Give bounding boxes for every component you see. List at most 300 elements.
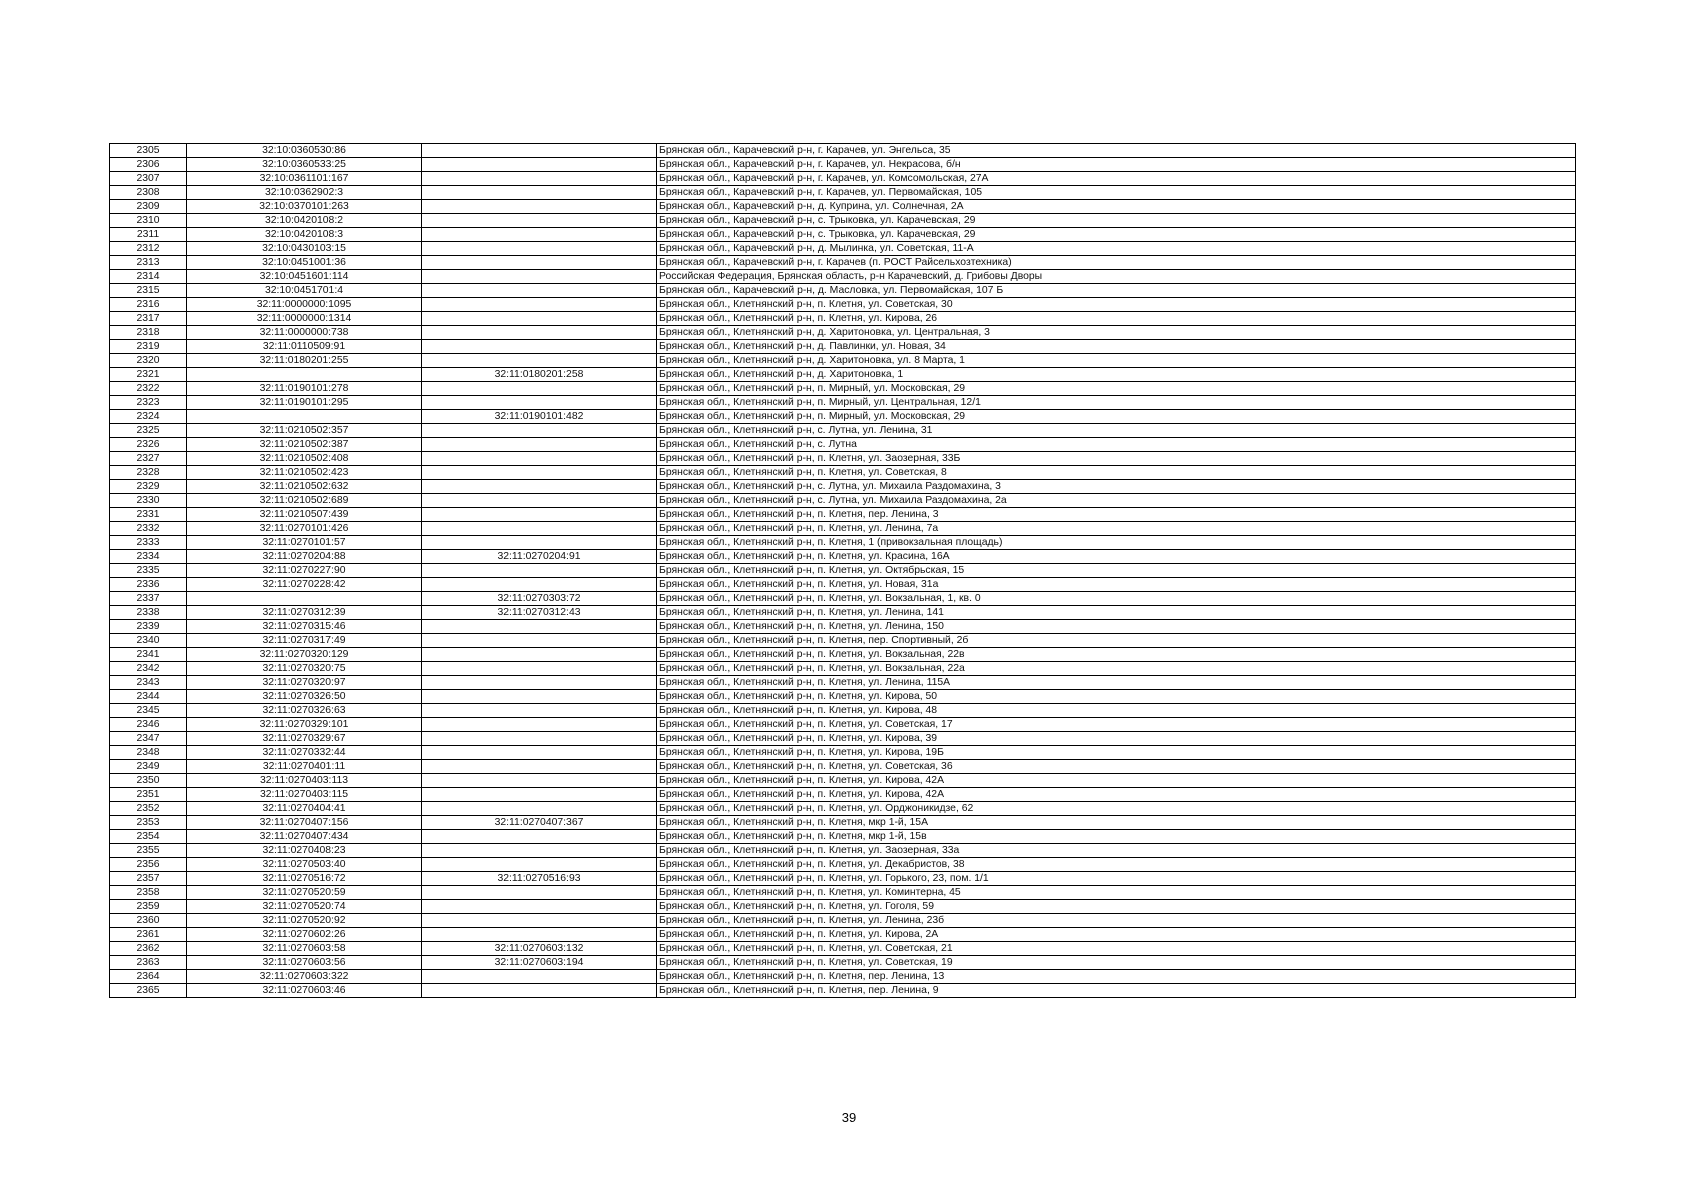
cadastral-number-cell: 32:11:0210507:439 bbox=[187, 508, 422, 522]
cadastral-number-cell: 32:11:0270326:50 bbox=[187, 690, 422, 704]
table-row bbox=[110, 466, 1576, 480]
table-row bbox=[110, 914, 1576, 928]
cadastral-number-cell bbox=[187, 410, 422, 424]
related-cadastral-number-cell bbox=[422, 354, 657, 368]
related-cadastral-number-cell: 32:11:0270603:194 bbox=[422, 956, 657, 970]
table-row bbox=[110, 144, 1576, 158]
table-row bbox=[110, 816, 1576, 830]
address-cell: Брянская обл., Клетнянский р-н, п. Клетня, ул. Кирова, 50 bbox=[657, 690, 1576, 704]
cadastral-number-cell: 32:11:0190101:295 bbox=[187, 396, 422, 410]
cadastral-number-cell: 32:11:0270332:44 bbox=[187, 746, 422, 760]
related-cadastral-number-cell bbox=[422, 788, 657, 802]
cadastral-number-cell: 32:11:0270320:97 bbox=[187, 676, 422, 690]
address-cell: Брянская обл., Клетнянский р-н, п. Клетня, пер. Спортивный, 2б bbox=[657, 634, 1576, 648]
address-cell: Брянская обл., Клетнянский р-н, п. Клетня, ул. Советская, 30 bbox=[657, 298, 1576, 312]
related-cadastral-number-cell: 32:11:0270312:43 bbox=[422, 606, 657, 620]
table-row bbox=[110, 648, 1576, 662]
table-row bbox=[110, 508, 1576, 522]
cadastral-number-cell: 32:11:0270403:115 bbox=[187, 788, 422, 802]
cadastral-number-cell: 32:11:0270407:434 bbox=[187, 830, 422, 844]
cadastral-number-cell: 32:11:0270312:39 bbox=[187, 606, 422, 620]
table-row bbox=[110, 620, 1576, 634]
address-cell: Брянская обл., Клетнянский р-н, п. Мирный, ул. Московская, 29 bbox=[657, 410, 1576, 424]
cadastral-number-cell: 32:11:0270403:113 bbox=[187, 774, 422, 788]
row-number-cell: 2345 bbox=[110, 704, 187, 718]
cadastral-number-cell: 32:10:0420108:2 bbox=[187, 214, 422, 228]
cadastral-number-cell: 32:11:0270326:63 bbox=[187, 704, 422, 718]
address-cell: Брянская обл., Клетнянский р-н, п. Клетня, ул. Октябрьская, 15 bbox=[657, 564, 1576, 578]
cadastral-number-cell: 32:11:0270520:92 bbox=[187, 914, 422, 928]
related-cadastral-number-cell bbox=[422, 242, 657, 256]
address-cell: Брянская обл., Карачевский р-н, г. Карачев, ул. Первомайская, 105 bbox=[657, 186, 1576, 200]
address-cell: Брянская обл., Клетнянский р-н, п. Клетня, 1 (привокзальная площадь) bbox=[657, 536, 1576, 550]
address-cell: Брянская обл., Клетнянский р-н, с. Лутна, ул. Михаила Раздомахина, 2а bbox=[657, 494, 1576, 508]
row-number-cell: 2322 bbox=[110, 382, 187, 396]
cadastral-number-cell: 32:11:0000000:1314 bbox=[187, 312, 422, 326]
cadastral-number-cell: 32:11:0270320:129 bbox=[187, 648, 422, 662]
table-row bbox=[110, 326, 1576, 340]
row-number-cell: 2318 bbox=[110, 326, 187, 340]
cadastral-number-cell: 32:10:0451001:36 bbox=[187, 256, 422, 270]
table-row bbox=[110, 760, 1576, 774]
related-cadastral-number-cell bbox=[422, 396, 657, 410]
row-number-cell: 2310 bbox=[110, 214, 187, 228]
related-cadastral-number-cell bbox=[422, 298, 657, 312]
row-number-cell: 2350 bbox=[110, 774, 187, 788]
table-row bbox=[110, 676, 1576, 690]
row-number-cell: 2336 bbox=[110, 578, 187, 592]
cadastral-number-cell: 32:11:0270228:42 bbox=[187, 578, 422, 592]
related-cadastral-number-cell bbox=[422, 382, 657, 396]
row-number-cell: 2346 bbox=[110, 718, 187, 732]
cadastral-number-cell: 32:11:0270320:75 bbox=[187, 662, 422, 676]
table-row bbox=[110, 662, 1576, 676]
table-row bbox=[110, 172, 1576, 186]
related-cadastral-number-cell bbox=[422, 326, 657, 340]
table-row bbox=[110, 942, 1576, 956]
cadastral-number-cell: 32:11:0210502:387 bbox=[187, 438, 422, 452]
table-row bbox=[110, 298, 1576, 312]
address-cell: Брянская обл., Клетнянский р-н, п. Клетня, ул. Красина, 16А bbox=[657, 550, 1576, 564]
address-cell: Брянская обл., Клетнянский р-н, п. Клетня, ул. Ленина, 115А bbox=[657, 676, 1576, 690]
related-cadastral-number-cell bbox=[422, 466, 657, 480]
table-row bbox=[110, 928, 1576, 942]
related-cadastral-number-cell bbox=[422, 844, 657, 858]
table-row bbox=[110, 228, 1576, 242]
row-number-cell: 2347 bbox=[110, 732, 187, 746]
table-body bbox=[110, 144, 1576, 998]
cadastral-number-cell: 32:10:0360533:25 bbox=[187, 158, 422, 172]
related-cadastral-number-cell: 32:11:0270407:367 bbox=[422, 816, 657, 830]
row-number-cell: 2360 bbox=[110, 914, 187, 928]
table-row bbox=[110, 382, 1576, 396]
table-row bbox=[110, 844, 1576, 858]
related-cadastral-number-cell: 32:11:0270204:91 bbox=[422, 550, 657, 564]
related-cadastral-number-cell bbox=[422, 536, 657, 550]
table-row bbox=[110, 494, 1576, 508]
row-number-cell: 2333 bbox=[110, 536, 187, 550]
related-cadastral-number-cell: 32:11:0190101:482 bbox=[422, 410, 657, 424]
address-cell: Брянская обл., Клетнянский р-н, п. Клетня, ул. Заозерная, 33а bbox=[657, 844, 1576, 858]
related-cadastral-number-cell bbox=[422, 914, 657, 928]
cadastral-number-cell: 32:11:0190101:278 bbox=[187, 382, 422, 396]
cadastral-number-cell: 32:11:0210502:357 bbox=[187, 424, 422, 438]
address-cell: Брянская обл., Клетнянский р-н, п. Клетня, ул. Ленина, 7а bbox=[657, 522, 1576, 536]
table-row bbox=[110, 396, 1576, 410]
row-number-cell: 2351 bbox=[110, 788, 187, 802]
table-row bbox=[110, 256, 1576, 270]
row-number-cell: 2327 bbox=[110, 452, 187, 466]
related-cadastral-number-cell bbox=[422, 928, 657, 942]
row-number-cell: 2331 bbox=[110, 508, 187, 522]
table-row bbox=[110, 872, 1576, 886]
cadastral-number-cell: 32:11:0210502:408 bbox=[187, 452, 422, 466]
table-row bbox=[110, 480, 1576, 494]
address-cell: Брянская обл., Клетнянский р-н, п. Клетня, ул. Кирова, 2А bbox=[657, 928, 1576, 942]
table-row bbox=[110, 802, 1576, 816]
related-cadastral-number-cell bbox=[422, 438, 657, 452]
cadastral-number-cell: 32:11:0270204:88 bbox=[187, 550, 422, 564]
table-row bbox=[110, 270, 1576, 284]
row-number-cell: 2334 bbox=[110, 550, 187, 564]
address-cell: Брянская обл., Карачевский р-н, г. Карачев, ул. Комсомольская, 27А bbox=[657, 172, 1576, 186]
address-cell: Брянская обл., Клетнянский р-н, п. Клетня, ул. Кирова, 48 bbox=[657, 704, 1576, 718]
address-cell: Брянская обл., Клетнянский р-н, п. Клетня, ул. Ленина, 23б bbox=[657, 914, 1576, 928]
row-number-cell: 2311 bbox=[110, 228, 187, 242]
row-number-cell: 2316 bbox=[110, 298, 187, 312]
address-cell: Брянская обл., Клетнянский р-н, п. Клетня, мкр 1-й, 15А bbox=[657, 816, 1576, 830]
cadastral-number-cell: 32:11:0270317:49 bbox=[187, 634, 422, 648]
table-row bbox=[110, 284, 1576, 298]
related-cadastral-number-cell bbox=[422, 144, 657, 158]
row-number-cell: 2330 bbox=[110, 494, 187, 508]
row-number-cell: 2357 bbox=[110, 872, 187, 886]
table-row bbox=[110, 536, 1576, 550]
address-cell: Брянская обл., Клетнянский р-н, п. Клетня, ул. Кирова, 42А bbox=[657, 774, 1576, 788]
related-cadastral-number-cell bbox=[422, 312, 657, 326]
address-cell: Брянская обл., Клетнянский р-н, п. Клетня, пер. Ленина, 13 bbox=[657, 970, 1576, 984]
row-number-cell: 2364 bbox=[110, 970, 187, 984]
address-cell: Брянская обл., Карачевский р-н, г. Карачев, ул. Энгельса, 35 bbox=[657, 144, 1576, 158]
address-cell: Брянская обл., Клетнянский р-н, п. Клетня, ул. Кирова, 19Б bbox=[657, 746, 1576, 760]
cadastral-number-cell: 32:11:0270315:46 bbox=[187, 620, 422, 634]
row-number-cell: 2305 bbox=[110, 144, 187, 158]
related-cadastral-number-cell: 32:11:0270603:132 bbox=[422, 942, 657, 956]
cadastral-number-cell: 32:10:0361101:167 bbox=[187, 172, 422, 186]
property-table bbox=[109, 143, 1576, 998]
address-cell: Брянская обл., Клетнянский р-н, д. Павлинки, ул. Новая, 34 bbox=[657, 340, 1576, 354]
cadastral-number-cell: 32:11:0270603:58 bbox=[187, 942, 422, 956]
address-cell: Брянская обл., Карачевский р-н, с. Трыковка, ул. Карачевская, 29 bbox=[657, 214, 1576, 228]
address-cell: Брянская обл., Карачевский р-н, д. Куприна, ул. Солнечная, 2А bbox=[657, 200, 1576, 214]
related-cadastral-number-cell bbox=[422, 676, 657, 690]
related-cadastral-number-cell bbox=[422, 634, 657, 648]
row-number-cell: 2321 bbox=[110, 368, 187, 382]
row-number-cell: 2356 bbox=[110, 858, 187, 872]
table-row bbox=[110, 550, 1576, 564]
related-cadastral-number-cell bbox=[422, 564, 657, 578]
row-number-cell: 2319 bbox=[110, 340, 187, 354]
address-cell: Брянская обл., Клетнянский р-н, п. Клетня, ул. Ленина, 141 bbox=[657, 606, 1576, 620]
related-cadastral-number-cell bbox=[422, 802, 657, 816]
related-cadastral-number-cell bbox=[422, 970, 657, 984]
related-cadastral-number-cell bbox=[422, 830, 657, 844]
table-row bbox=[110, 186, 1576, 200]
address-cell: Брянская обл., Клетнянский р-н, п. Клетня, ул. Советская, 19 bbox=[657, 956, 1576, 970]
row-number-cell: 2355 bbox=[110, 844, 187, 858]
address-cell: Брянская обл., Клетнянский р-н, п. Мирный, ул. Центральная, 12/1 bbox=[657, 396, 1576, 410]
related-cadastral-number-cell bbox=[422, 494, 657, 508]
cadastral-number-cell: 32:10:0451601:114 bbox=[187, 270, 422, 284]
table-row bbox=[110, 690, 1576, 704]
address-cell: Брянская обл., Клетнянский р-н, с. Лутна bbox=[657, 438, 1576, 452]
address-cell: Брянская обл., Клетнянский р-н, п. Клетня, ул. Новая, 31а bbox=[657, 578, 1576, 592]
cadastral-number-cell: 32:11:0210502:423 bbox=[187, 466, 422, 480]
related-cadastral-number-cell bbox=[422, 662, 657, 676]
address-cell: Брянская обл., Карачевский р-н, д. Мылинка, ул. Советская, 11-А bbox=[657, 242, 1576, 256]
table-row bbox=[110, 704, 1576, 718]
table-row bbox=[110, 788, 1576, 802]
related-cadastral-number-cell bbox=[422, 284, 657, 298]
related-cadastral-number-cell bbox=[422, 270, 657, 284]
table-row bbox=[110, 368, 1576, 382]
row-number-cell: 2358 bbox=[110, 886, 187, 900]
row-number-cell: 2325 bbox=[110, 424, 187, 438]
cadastral-number-cell: 32:10:0420108:3 bbox=[187, 228, 422, 242]
row-number-cell: 2309 bbox=[110, 200, 187, 214]
related-cadastral-number-cell bbox=[422, 424, 657, 438]
address-cell: Брянская обл., Клетнянский р-н, п. Клетня, ул. Кирова, 26 bbox=[657, 312, 1576, 326]
table-row bbox=[110, 634, 1576, 648]
row-number-cell: 2308 bbox=[110, 186, 187, 200]
related-cadastral-number-cell bbox=[422, 452, 657, 466]
cadastral-number-cell: 32:11:0270227:90 bbox=[187, 564, 422, 578]
table-row bbox=[110, 158, 1576, 172]
cadastral-number-cell: 32:11:0270603:56 bbox=[187, 956, 422, 970]
address-cell: Брянская обл., Карачевский р-н, г. Карачев (п. РОСТ Райсельхозтехника) bbox=[657, 256, 1576, 270]
table-row bbox=[110, 578, 1576, 592]
table-row bbox=[110, 354, 1576, 368]
row-number-cell: 2313 bbox=[110, 256, 187, 270]
related-cadastral-number-cell bbox=[422, 620, 657, 634]
cadastral-number-cell: 32:11:0270101:426 bbox=[187, 522, 422, 536]
address-cell: Брянская обл., Клетнянский р-н, п. Клетня, ул. Советская, 36 bbox=[657, 760, 1576, 774]
related-cadastral-number-cell bbox=[422, 200, 657, 214]
table-row bbox=[110, 312, 1576, 326]
related-cadastral-number-cell: 32:11:0270303:72 bbox=[422, 592, 657, 606]
related-cadastral-number-cell bbox=[422, 858, 657, 872]
row-number-cell: 2354 bbox=[110, 830, 187, 844]
address-cell: Брянская обл., Карачевский р-н, д. Масловка, ул. Первомайская, 107 Б bbox=[657, 284, 1576, 298]
row-number-cell: 2343 bbox=[110, 676, 187, 690]
address-cell: Брянская обл., Клетнянский р-н, с. Лутна, ул. Михаила Раздомахина, 3 bbox=[657, 480, 1576, 494]
address-cell: Брянская обл., Клетнянский р-н, п. Клетня, ул. Советская, 21 bbox=[657, 942, 1576, 956]
related-cadastral-number-cell bbox=[422, 732, 657, 746]
cadastral-number-cell: 32:11:0270101:57 bbox=[187, 536, 422, 550]
cadastral-number-cell bbox=[187, 592, 422, 606]
table-row bbox=[110, 886, 1576, 900]
related-cadastral-number-cell bbox=[422, 508, 657, 522]
related-cadastral-number-cell bbox=[422, 886, 657, 900]
table-row bbox=[110, 956, 1576, 970]
related-cadastral-number-cell bbox=[422, 480, 657, 494]
row-number-cell: 2361 bbox=[110, 928, 187, 942]
related-cadastral-number-cell bbox=[422, 774, 657, 788]
row-number-cell: 2317 bbox=[110, 312, 187, 326]
page-number: 39 bbox=[841, 1110, 857, 1125]
cadastral-number-cell: 32:11:0270329:67 bbox=[187, 732, 422, 746]
cadastral-number-cell bbox=[187, 368, 422, 382]
cadastral-number-cell: 32:10:0360530:86 bbox=[187, 144, 422, 158]
related-cadastral-number-cell bbox=[422, 340, 657, 354]
cadastral-number-cell: 32:11:0110509:91 bbox=[187, 340, 422, 354]
row-number-cell: 2323 bbox=[110, 396, 187, 410]
address-cell: Брянская обл., Клетнянский р-н, п. Клетня, пер. Ленина, 9 bbox=[657, 984, 1576, 998]
related-cadastral-number-cell bbox=[422, 172, 657, 186]
cadastral-number-cell: 32:11:0270603:322 bbox=[187, 970, 422, 984]
address-cell: Брянская обл., Клетнянский р-н, п. Клетня, ул. Декабристов, 38 bbox=[657, 858, 1576, 872]
cadastral-number-cell: 32:11:0270408:23 bbox=[187, 844, 422, 858]
table-row bbox=[110, 424, 1576, 438]
address-cell: Брянская обл., Клетнянский р-н, п. Клетня, ул. Заозерная, 33Б bbox=[657, 452, 1576, 466]
table-row bbox=[110, 984, 1576, 998]
table-row bbox=[110, 242, 1576, 256]
row-number-cell: 2312 bbox=[110, 242, 187, 256]
row-number-cell: 2344 bbox=[110, 690, 187, 704]
cadastral-number-cell: 32:11:0270329:101 bbox=[187, 718, 422, 732]
related-cadastral-number-cell bbox=[422, 984, 657, 998]
address-cell: Брянская обл., Клетнянский р-н, п. Клетня, ул. Вокзальная, 22в bbox=[657, 648, 1576, 662]
related-cadastral-number-cell bbox=[422, 718, 657, 732]
cadastral-number-cell: 32:11:0180201:255 bbox=[187, 354, 422, 368]
address-cell: Брянская обл., Клетнянский р-н, п. Клетня, ул. Советская, 8 bbox=[657, 466, 1576, 480]
cadastral-number-cell: 32:10:0362902:3 bbox=[187, 186, 422, 200]
row-number-cell: 2332 bbox=[110, 522, 187, 536]
address-cell: Брянская обл., Карачевский р-н, г. Карачев, ул. Некрасова, б/н bbox=[657, 158, 1576, 172]
row-number-cell: 2338 bbox=[110, 606, 187, 620]
cadastral-number-cell: 32:10:0370101:263 bbox=[187, 200, 422, 214]
row-number-cell: 2353 bbox=[110, 816, 187, 830]
address-cell: Брянская обл., Клетнянский р-н, д. Харитоновка, ул. 8 Марта, 1 bbox=[657, 354, 1576, 368]
table-row bbox=[110, 452, 1576, 466]
table-row bbox=[110, 214, 1576, 228]
address-cell: Брянская обл., Клетнянский р-н, п. Клетня, ул. Орджоникидзе, 62 bbox=[657, 802, 1576, 816]
cadastral-number-cell: 32:11:0270407:156 bbox=[187, 816, 422, 830]
cadastral-number-cell: 32:11:0270520:59 bbox=[187, 886, 422, 900]
related-cadastral-number-cell bbox=[422, 186, 657, 200]
table-row bbox=[110, 746, 1576, 760]
address-cell: Брянская обл., Клетнянский р-н, д. Харитоновка, 1 bbox=[657, 368, 1576, 382]
row-number-cell: 2315 bbox=[110, 284, 187, 298]
table-row bbox=[110, 340, 1576, 354]
cadastral-number-cell: 32:11:0000000:1095 bbox=[187, 298, 422, 312]
cadastral-number-cell: 32:11:0000000:738 bbox=[187, 326, 422, 340]
cadastral-number-cell: 32:11:0270516:72 bbox=[187, 872, 422, 886]
related-cadastral-number-cell bbox=[422, 690, 657, 704]
row-number-cell: 2352 bbox=[110, 802, 187, 816]
cadastral-number-cell: 32:11:0270603:46 bbox=[187, 984, 422, 998]
table-row bbox=[110, 564, 1576, 578]
table-row bbox=[110, 606, 1576, 620]
address-cell: Брянская обл., Клетнянский р-н, п. Клетня, ул. Коминтерна, 45 bbox=[657, 886, 1576, 900]
cadastral-number-cell: 32:11:0210502:632 bbox=[187, 480, 422, 494]
related-cadastral-number-cell bbox=[422, 760, 657, 774]
table-row bbox=[110, 970, 1576, 984]
related-cadastral-number-cell bbox=[422, 900, 657, 914]
related-cadastral-number-cell: 32:11:0270516:93 bbox=[422, 872, 657, 886]
address-cell: Брянская обл., Клетнянский р-н, п. Клетня, пер. Ленина, 3 bbox=[657, 508, 1576, 522]
table-row bbox=[110, 410, 1576, 424]
related-cadastral-number-cell bbox=[422, 256, 657, 270]
address-cell: Брянская обл., Клетнянский р-н, п. Клетня, мкр 1-й, 15в bbox=[657, 830, 1576, 844]
related-cadastral-number-cell bbox=[422, 522, 657, 536]
row-number-cell: 2363 bbox=[110, 956, 187, 970]
address-cell: Брянская обл., Клетнянский р-н, п. Клетня, ул. Горького, 23, пом. 1/1 bbox=[657, 872, 1576, 886]
related-cadastral-number-cell bbox=[422, 228, 657, 242]
address-cell: Брянская обл., Клетнянский р-н, п. Клетня, ул. Гоголя, 59 bbox=[657, 900, 1576, 914]
address-cell: Брянская обл., Карачевский р-н, с. Трыковка, ул. Карачевская, 29 bbox=[657, 228, 1576, 242]
related-cadastral-number-cell bbox=[422, 648, 657, 662]
table-row bbox=[110, 718, 1576, 732]
address-cell: Брянская обл., Клетнянский р-н, п. Мирный, ул. Московская, 29 bbox=[657, 382, 1576, 396]
address-cell: Брянская обл., Клетнянский р-н, п. Клетня, ул. Вокзальная, 22а bbox=[657, 662, 1576, 676]
table-row bbox=[110, 522, 1576, 536]
row-number-cell: 2359 bbox=[110, 900, 187, 914]
row-number-cell: 2307 bbox=[110, 172, 187, 186]
row-number-cell: 2335 bbox=[110, 564, 187, 578]
related-cadastral-number-cell bbox=[422, 158, 657, 172]
related-cadastral-number-cell bbox=[422, 214, 657, 228]
address-cell: Брянская обл., Клетнянский р-н, п. Клетня, ул. Кирова, 42А bbox=[657, 788, 1576, 802]
address-cell: Брянская обл., Клетнянский р-н, п. Клетня, ул. Ленина, 150 bbox=[657, 620, 1576, 634]
related-cadastral-number-cell: 32:11:0180201:258 bbox=[422, 368, 657, 382]
cadastral-number-cell: 32:11:0270401:11 bbox=[187, 760, 422, 774]
cadastral-number-cell: 32:11:0210502:689 bbox=[187, 494, 422, 508]
table-row bbox=[110, 438, 1576, 452]
cadastral-number-cell: 32:11:0270503:40 bbox=[187, 858, 422, 872]
table-row bbox=[110, 830, 1576, 844]
cadastral-number-cell: 32:11:0270520:74 bbox=[187, 900, 422, 914]
address-cell: Брянская обл., Клетнянский р-н, п. Клетня, ул. Советская, 17 bbox=[657, 718, 1576, 732]
row-number-cell: 2320 bbox=[110, 354, 187, 368]
row-number-cell: 2341 bbox=[110, 648, 187, 662]
address-cell: Брянская обл., Клетнянский р-н, п. Клетня, ул. Кирова, 39 bbox=[657, 732, 1576, 746]
address-cell: Российская Федерация, Брянская область, р-н Карачевский, д. Грибовы Дворы bbox=[657, 270, 1576, 284]
related-cadastral-number-cell bbox=[422, 578, 657, 592]
row-number-cell: 2339 bbox=[110, 620, 187, 634]
table-row bbox=[110, 858, 1576, 872]
row-number-cell: 2349 bbox=[110, 760, 187, 774]
related-cadastral-number-cell bbox=[422, 746, 657, 760]
table-row bbox=[110, 900, 1576, 914]
row-number-cell: 2324 bbox=[110, 410, 187, 424]
cadastral-number-cell: 32:11:0270602:26 bbox=[187, 928, 422, 942]
cadastral-number-cell: 32:11:0270404:41 bbox=[187, 802, 422, 816]
related-cadastral-number-cell bbox=[422, 704, 657, 718]
row-number-cell: 2337 bbox=[110, 592, 187, 606]
row-number-cell: 2365 bbox=[110, 984, 187, 998]
table-row bbox=[110, 592, 1576, 606]
row-number-cell: 2314 bbox=[110, 270, 187, 284]
row-number-cell: 2362 bbox=[110, 942, 187, 956]
table-row bbox=[110, 732, 1576, 746]
table-row bbox=[110, 200, 1576, 214]
cadastral-number-cell: 32:10:0451701:4 bbox=[187, 284, 422, 298]
table-row bbox=[110, 774, 1576, 788]
row-number-cell: 2326 bbox=[110, 438, 187, 452]
row-number-cell: 2342 bbox=[110, 662, 187, 676]
row-number-cell: 2348 bbox=[110, 746, 187, 760]
